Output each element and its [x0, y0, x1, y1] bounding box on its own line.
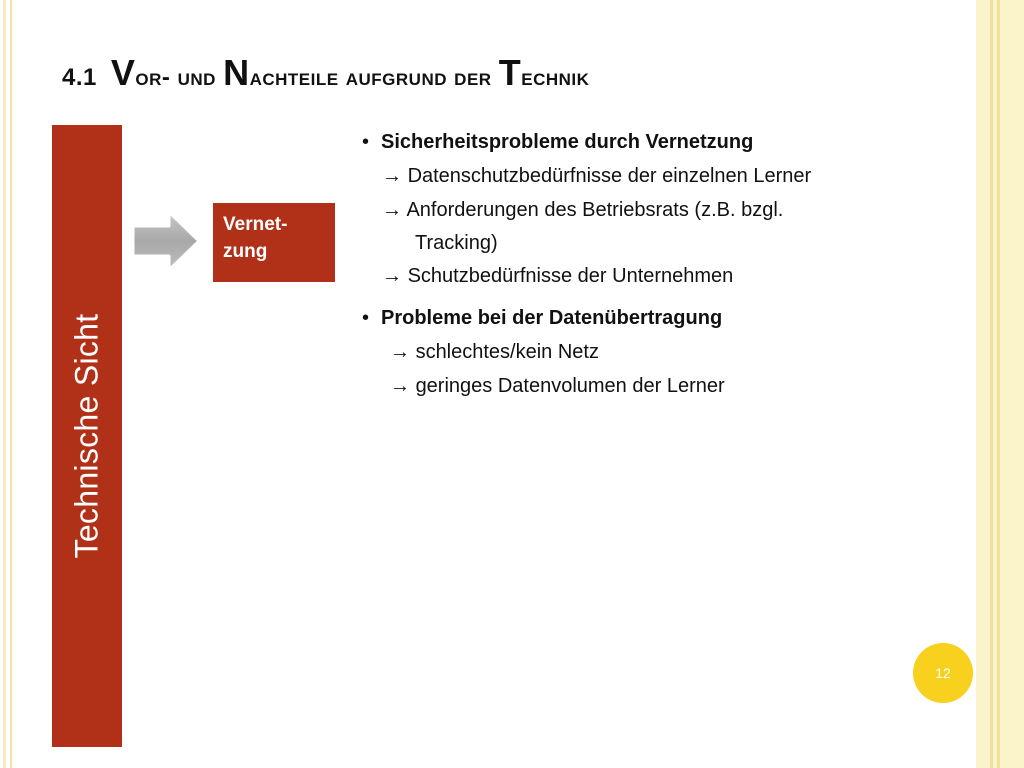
bullet-heading: • Sicherheitsprobleme durch Vernetzung	[362, 125, 962, 159]
list-item-continuation: Tracking)	[415, 232, 498, 254]
content-list	[362, 125, 962, 403]
topic-box-line1: Vernet-	[223, 214, 288, 235]
list-item: → schlechtes/kein Netz	[390, 341, 599, 363]
spacer	[362, 293, 962, 301]
arrow-right-icon: →	[382, 165, 402, 187]
side-label: Technische Sicht	[68, 313, 105, 559]
title-part-2: und	[177, 64, 224, 91]
arrow-right-icon: →	[382, 199, 402, 221]
frame-left-outer	[3, 0, 6, 768]
topic-box-line2: zung	[223, 241, 268, 262]
frame-right	[976, 0, 1024, 768]
title-part-4: aufgrund der	[345, 64, 499, 91]
list-item: → geringes Datenvolumen der Lerner	[390, 375, 725, 397]
list-item: → Datenschutzbedürfnisse der einzelnen Lerner	[382, 165, 812, 187]
frame-stripe	[990, 0, 993, 768]
arrow-right-icon: →	[390, 375, 410, 397]
bullet-icon: •	[362, 307, 370, 329]
title-number: 4.1	[62, 64, 97, 91]
frame-stripe	[997, 0, 1000, 768]
arrow-right-icon: →	[390, 341, 410, 363]
arrow-right-icon: →	[382, 265, 402, 287]
title-part-3: Nachteile	[223, 52, 346, 93]
list-item: → Schutzbedürfnisse der Unternehmen	[382, 265, 734, 287]
page-number-badge: 12	[913, 643, 973, 703]
title-part-1: Vor-	[110, 52, 178, 93]
slide-title	[62, 52, 589, 94]
title-part-5: Technik	[498, 52, 590, 93]
list-item: → Anforderungen des Betriebsrats (z.B. bzgl.	[382, 199, 784, 221]
right-arrow-icon	[129, 208, 203, 274]
topic-box	[213, 203, 335, 282]
bullet-heading: • Probleme bei der Datenübertragung	[362, 301, 962, 335]
bullet-icon: •	[362, 131, 370, 153]
frame-left-inner	[10, 0, 12, 768]
